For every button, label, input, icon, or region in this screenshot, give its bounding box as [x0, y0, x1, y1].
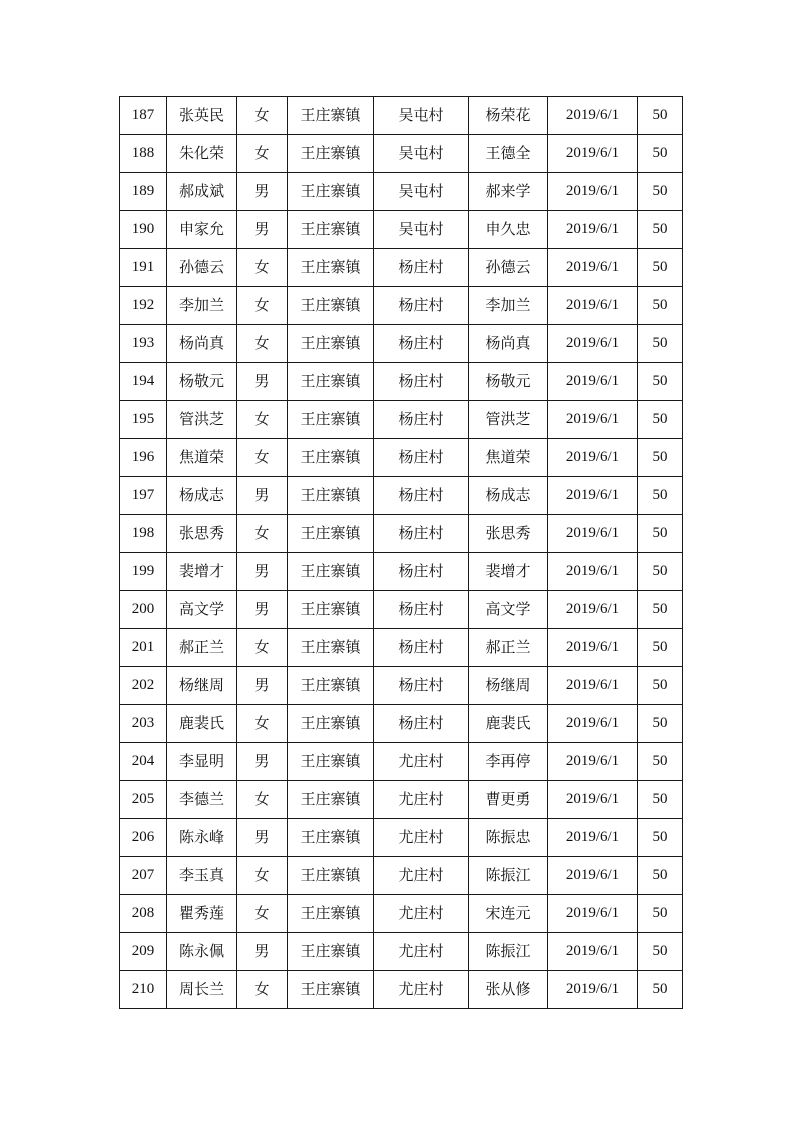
town-cell: 王庄寨镇	[288, 857, 374, 895]
table-row	[120, 325, 683, 363]
row-number-cell: 193	[120, 325, 167, 363]
town-cell: 王庄寨镇	[288, 705, 374, 743]
village-cell: 尤庄村	[374, 933, 469, 971]
row-number-cell: 198	[120, 515, 167, 553]
payee-cell: 陈振江	[469, 933, 548, 971]
payee-cell: 裴增才	[469, 553, 548, 591]
name-cell: 李德兰	[167, 781, 237, 819]
date-cell: 2019/6/1	[548, 591, 638, 629]
table-row	[120, 553, 683, 591]
village-cell: 尤庄村	[374, 971, 469, 1009]
table-row	[120, 97, 683, 135]
village-cell: 杨庄村	[374, 705, 469, 743]
town-cell: 王庄寨镇	[288, 895, 374, 933]
town-cell: 王庄寨镇	[288, 97, 374, 135]
amount-cell: 50	[638, 895, 683, 933]
town-cell: 王庄寨镇	[288, 515, 374, 553]
village-cell: 尤庄村	[374, 895, 469, 933]
date-cell: 2019/6/1	[548, 97, 638, 135]
name-cell: 杨敬元	[167, 363, 237, 401]
payee-cell: 李再停	[469, 743, 548, 781]
name-cell: 陈永峰	[167, 819, 237, 857]
amount-cell: 50	[638, 173, 683, 211]
village-cell: 杨庄村	[374, 477, 469, 515]
table-row	[120, 515, 683, 553]
table-row	[120, 933, 683, 971]
date-cell: 2019/6/1	[548, 743, 638, 781]
village-cell: 杨庄村	[374, 591, 469, 629]
table-row	[120, 363, 683, 401]
payee-cell: 杨敬元	[469, 363, 548, 401]
sex-cell: 男	[237, 363, 288, 401]
name-cell: 鹿裴氏	[167, 705, 237, 743]
sex-cell: 男	[237, 173, 288, 211]
town-cell: 王庄寨镇	[288, 819, 374, 857]
name-cell: 李加兰	[167, 287, 237, 325]
row-number-cell: 195	[120, 401, 167, 439]
payee-cell: 杨继周	[469, 667, 548, 705]
row-number-cell: 194	[120, 363, 167, 401]
row-number-cell: 210	[120, 971, 167, 1009]
row-number-cell: 192	[120, 287, 167, 325]
village-cell: 杨庄村	[374, 325, 469, 363]
town-cell: 王庄寨镇	[288, 363, 374, 401]
amount-cell: 50	[638, 667, 683, 705]
amount-cell: 50	[638, 781, 683, 819]
sex-cell: 女	[237, 895, 288, 933]
amount-cell: 50	[638, 325, 683, 363]
payee-cell: 管洪芝	[469, 401, 548, 439]
town-cell: 王庄寨镇	[288, 325, 374, 363]
name-cell: 陈永佩	[167, 933, 237, 971]
amount-cell: 50	[638, 363, 683, 401]
name-cell: 管洪芝	[167, 401, 237, 439]
sex-cell: 女	[237, 971, 288, 1009]
date-cell: 2019/6/1	[548, 135, 638, 173]
date-cell: 2019/6/1	[548, 515, 638, 553]
row-number-cell: 202	[120, 667, 167, 705]
date-cell: 2019/6/1	[548, 781, 638, 819]
sex-cell: 女	[237, 401, 288, 439]
amount-cell: 50	[638, 933, 683, 971]
sex-cell: 男	[237, 743, 288, 781]
name-cell: 申家允	[167, 211, 237, 249]
row-number-cell: 206	[120, 819, 167, 857]
payee-cell: 高文学	[469, 591, 548, 629]
payee-cell: 郝正兰	[469, 629, 548, 667]
name-cell: 李玉真	[167, 857, 237, 895]
table-row	[120, 211, 683, 249]
village-cell: 杨庄村	[374, 667, 469, 705]
sex-cell: 男	[237, 591, 288, 629]
date-cell: 2019/6/1	[548, 705, 638, 743]
date-cell: 2019/6/1	[548, 249, 638, 287]
sex-cell: 男	[237, 477, 288, 515]
sex-cell: 男	[237, 553, 288, 591]
town-cell: 王庄寨镇	[288, 743, 374, 781]
village-cell: 尤庄村	[374, 781, 469, 819]
payee-cell: 杨荣花	[469, 97, 548, 135]
village-cell: 杨庄村	[374, 287, 469, 325]
sex-cell: 女	[237, 781, 288, 819]
table-row	[120, 439, 683, 477]
sex-cell: 女	[237, 439, 288, 477]
payee-cell: 曹更勇	[469, 781, 548, 819]
name-cell: 孙德云	[167, 249, 237, 287]
amount-cell: 50	[638, 97, 683, 135]
table-row	[120, 781, 683, 819]
row-number-cell: 209	[120, 933, 167, 971]
row-number-cell: 200	[120, 591, 167, 629]
date-cell: 2019/6/1	[548, 325, 638, 363]
payee-cell: 焦道荣	[469, 439, 548, 477]
sex-cell: 女	[237, 705, 288, 743]
date-cell: 2019/6/1	[548, 363, 638, 401]
amount-cell: 50	[638, 515, 683, 553]
row-number-cell: 187	[120, 97, 167, 135]
table-row	[120, 591, 683, 629]
name-cell: 杨继周	[167, 667, 237, 705]
sex-cell: 女	[237, 287, 288, 325]
town-cell: 王庄寨镇	[288, 287, 374, 325]
row-number-cell: 190	[120, 211, 167, 249]
amount-cell: 50	[638, 819, 683, 857]
town-cell: 王庄寨镇	[288, 629, 374, 667]
date-cell: 2019/6/1	[548, 439, 638, 477]
sex-cell: 女	[237, 249, 288, 287]
payee-cell: 杨成志	[469, 477, 548, 515]
sex-cell: 男	[237, 211, 288, 249]
town-cell: 王庄寨镇	[288, 591, 374, 629]
name-cell: 朱化荣	[167, 135, 237, 173]
village-cell: 吴屯村	[374, 135, 469, 173]
table-row	[120, 249, 683, 287]
row-number-cell: 199	[120, 553, 167, 591]
row-number-cell: 196	[120, 439, 167, 477]
row-number-cell: 189	[120, 173, 167, 211]
row-number-cell: 205	[120, 781, 167, 819]
table-row	[120, 895, 683, 933]
table-row	[120, 971, 683, 1009]
village-cell: 尤庄村	[374, 819, 469, 857]
roster-body	[120, 97, 683, 1009]
name-cell: 郝正兰	[167, 629, 237, 667]
amount-cell: 50	[638, 439, 683, 477]
amount-cell: 50	[638, 743, 683, 781]
amount-cell: 50	[638, 591, 683, 629]
amount-cell: 50	[638, 629, 683, 667]
village-cell: 杨庄村	[374, 249, 469, 287]
town-cell: 王庄寨镇	[288, 401, 374, 439]
row-number-cell: 204	[120, 743, 167, 781]
amount-cell: 50	[638, 211, 683, 249]
table-row	[120, 857, 683, 895]
row-number-cell: 197	[120, 477, 167, 515]
town-cell: 王庄寨镇	[288, 173, 374, 211]
table-row	[120, 477, 683, 515]
date-cell: 2019/6/1	[548, 667, 638, 705]
payee-cell: 鹿裴氏	[469, 705, 548, 743]
name-cell: 张思秀	[167, 515, 237, 553]
table-row	[120, 819, 683, 857]
row-number-cell: 201	[120, 629, 167, 667]
village-cell: 吴屯村	[374, 211, 469, 249]
town-cell: 王庄寨镇	[288, 553, 374, 591]
town-cell: 王庄寨镇	[288, 477, 374, 515]
payee-cell: 张从修	[469, 971, 548, 1009]
sex-cell: 女	[237, 629, 288, 667]
row-number-cell: 188	[120, 135, 167, 173]
town-cell: 王庄寨镇	[288, 439, 374, 477]
amount-cell: 50	[638, 401, 683, 439]
table-row	[120, 705, 683, 743]
date-cell: 2019/6/1	[548, 895, 638, 933]
village-cell: 杨庄村	[374, 515, 469, 553]
village-cell: 杨庄村	[374, 363, 469, 401]
amount-cell: 50	[638, 705, 683, 743]
amount-cell: 50	[638, 971, 683, 1009]
village-cell: 杨庄村	[374, 401, 469, 439]
name-cell: 郝成斌	[167, 173, 237, 211]
row-number-cell: 207	[120, 857, 167, 895]
amount-cell: 50	[638, 477, 683, 515]
date-cell: 2019/6/1	[548, 629, 638, 667]
village-cell: 杨庄村	[374, 629, 469, 667]
table-row	[120, 173, 683, 211]
town-cell: 王庄寨镇	[288, 933, 374, 971]
date-cell: 2019/6/1	[548, 477, 638, 515]
table-row	[120, 629, 683, 667]
payee-cell: 郝来学	[469, 173, 548, 211]
amount-cell: 50	[638, 287, 683, 325]
payee-cell: 张思秀	[469, 515, 548, 553]
table-row	[120, 135, 683, 173]
date-cell: 2019/6/1	[548, 401, 638, 439]
row-number-cell: 203	[120, 705, 167, 743]
name-cell: 周长兰	[167, 971, 237, 1009]
table-row	[120, 743, 683, 781]
date-cell: 2019/6/1	[548, 819, 638, 857]
table-row	[120, 667, 683, 705]
amount-cell: 50	[638, 857, 683, 895]
date-cell: 2019/6/1	[548, 933, 638, 971]
town-cell: 王庄寨镇	[288, 211, 374, 249]
date-cell: 2019/6/1	[548, 971, 638, 1009]
sex-cell: 男	[237, 667, 288, 705]
sex-cell: 女	[237, 97, 288, 135]
village-cell: 尤庄村	[374, 743, 469, 781]
row-number-cell: 191	[120, 249, 167, 287]
name-cell: 李显明	[167, 743, 237, 781]
village-cell: 尤庄村	[374, 857, 469, 895]
town-cell: 王庄寨镇	[288, 971, 374, 1009]
date-cell: 2019/6/1	[548, 857, 638, 895]
name-cell: 杨尚真	[167, 325, 237, 363]
town-cell: 王庄寨镇	[288, 781, 374, 819]
sex-cell: 女	[237, 325, 288, 363]
date-cell: 2019/6/1	[548, 173, 638, 211]
payee-cell: 李加兰	[469, 287, 548, 325]
sex-cell: 男	[237, 933, 288, 971]
name-cell: 裴增才	[167, 553, 237, 591]
sex-cell: 男	[237, 819, 288, 857]
payee-cell: 王德全	[469, 135, 548, 173]
table-row	[120, 401, 683, 439]
name-cell: 焦道荣	[167, 439, 237, 477]
town-cell: 王庄寨镇	[288, 135, 374, 173]
payee-cell: 杨尚真	[469, 325, 548, 363]
name-cell: 高文学	[167, 591, 237, 629]
table-row	[120, 287, 683, 325]
village-cell: 杨庄村	[374, 553, 469, 591]
payee-cell: 申久忠	[469, 211, 548, 249]
payee-cell: 陈振忠	[469, 819, 548, 857]
date-cell: 2019/6/1	[548, 287, 638, 325]
name-cell: 杨成志	[167, 477, 237, 515]
name-cell: 张英民	[167, 97, 237, 135]
village-cell: 吴屯村	[374, 97, 469, 135]
sex-cell: 女	[237, 515, 288, 553]
town-cell: 王庄寨镇	[288, 667, 374, 705]
town-cell: 王庄寨镇	[288, 249, 374, 287]
village-cell: 吴屯村	[374, 173, 469, 211]
sex-cell: 女	[237, 857, 288, 895]
date-cell: 2019/6/1	[548, 553, 638, 591]
roster-table	[119, 96, 683, 1009]
village-cell: 杨庄村	[374, 439, 469, 477]
row-number-cell: 208	[120, 895, 167, 933]
payee-cell: 宋连元	[469, 895, 548, 933]
amount-cell: 50	[638, 135, 683, 173]
amount-cell: 50	[638, 553, 683, 591]
payee-cell: 陈振江	[469, 857, 548, 895]
name-cell: 瞿秀莲	[167, 895, 237, 933]
amount-cell: 50	[638, 249, 683, 287]
payee-cell: 孙德云	[469, 249, 548, 287]
sex-cell: 女	[237, 135, 288, 173]
date-cell: 2019/6/1	[548, 211, 638, 249]
